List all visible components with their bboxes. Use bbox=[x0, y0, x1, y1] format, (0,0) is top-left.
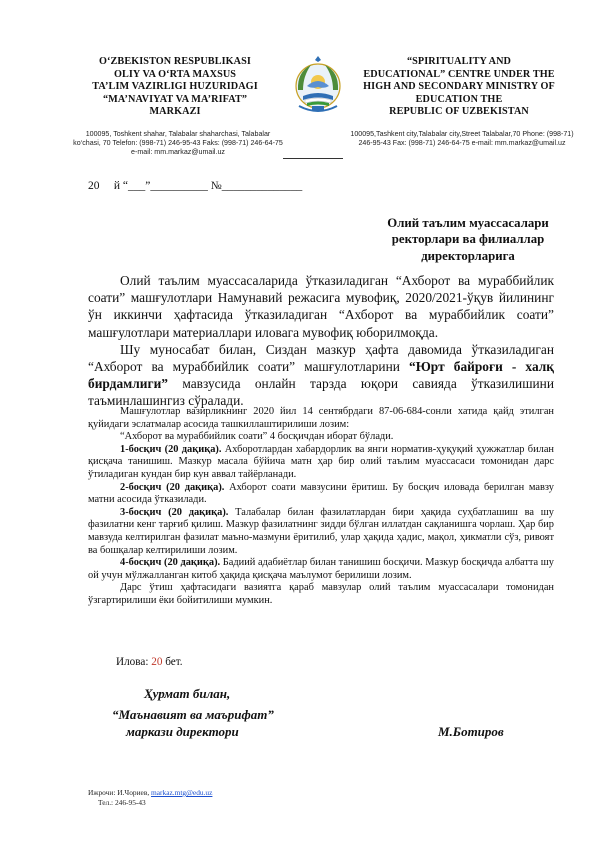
attachment-count: 20 bbox=[151, 656, 163, 668]
stage-4-title: 4-босқич (20 дақиқа). bbox=[120, 557, 221, 569]
stage-3 bbox=[88, 507, 554, 557]
header-right-address: 100095,Tashkent city,Talabalar city,Street Talabalar,70 Phone: (998-71) 246-95-43 Fax: (998-71) 246-64-75 e-mail: mm.markaz@umail.uz bbox=[350, 130, 574, 148]
signer-title-line1: “Маънавият ва маърифат” bbox=[112, 707, 274, 722]
letter-body-main bbox=[88, 272, 554, 410]
stage-1 bbox=[88, 444, 554, 482]
stage-1-text: Ахборотлардан хабардорлик ва янги норматив-ҳуқуқий ҳужжатлар билан қисқача танишиш. Мазкур масала бўйича матн ҳар бир олий таълим муассасаси томонидан дарс ўтиладиган кундан бир кун аввал тайёрланади. bbox=[88, 443, 554, 480]
attachment-unit: бет. bbox=[162, 656, 183, 668]
header-left-line: TA’LIM VAZIRLIGI HUZURIDAGI bbox=[92, 81, 258, 93]
header-right-line: REPUBLIC OF UZBEKISTAN bbox=[389, 106, 529, 118]
letter-body-details bbox=[88, 406, 554, 608]
paragraph-request bbox=[88, 341, 554, 410]
addressee-block bbox=[358, 215, 578, 264]
reference-line bbox=[88, 180, 302, 192]
header-right-line: “SPIRITUALITY AND bbox=[406, 56, 512, 67]
reference-year: 20 bbox=[88, 180, 100, 192]
addressee-line: Олий таълим муассасалари bbox=[387, 216, 549, 230]
executor-label: Ижрочи: И.Чориев, bbox=[88, 788, 152, 797]
attachment-label: Илова: bbox=[116, 656, 152, 668]
header-right-org bbox=[345, 56, 573, 119]
header-left-line: OLIY VA O‘RTA MAXSUS bbox=[113, 68, 237, 80]
stage-2-title: 2-босқич (20 дақиқа). bbox=[120, 481, 225, 493]
paragraph-notes: Машғулотлар вазирликнинг 2020 йил 14 сентябрдаги 87-06-684-сонли хатида қайд этилган қуйидаги эслатмалар асосида ташкиллаштирилиши лозим: bbox=[88, 406, 554, 430]
paragraph-stages: “Ахборот ва мураббийлик соати” 4 босқичдан иборат бўлади. bbox=[120, 431, 394, 443]
header-left-line: MARKAZI bbox=[149, 106, 201, 118]
closing-regards: Ҳурмат билан, bbox=[144, 686, 231, 701]
paragraph-intro: Олий таълим муассасаларида ўтказиладиган “Ахборот ва мураббийлик соати” машғулотлари Намунавий режасига мувофиқ, 2020/2021-ўқув йилининг ўн иккинчи ҳафтасида ўтказиладиган “Ахборот ва мураббийлик соати” машғулотлари материаллари иловага мувофиқ юборилмоқда. bbox=[88, 273, 554, 340]
executor-email-link[interactable]: markaz.mtg@edu.uz bbox=[151, 788, 213, 797]
header-left-org bbox=[66, 56, 284, 119]
topic-title: “Юрт байроғи - халқ бирдамлиги” bbox=[88, 359, 554, 392]
addressee-line: директорларига bbox=[421, 248, 515, 263]
paragraph-flexibility: Дарс ўтиш ҳафтасидаги вазиятга қараб мавзулар олий таълим муассасалари томонидан ўзгартирилиши ёки бойитилиши мумкин. bbox=[88, 582, 554, 606]
header-left-address: 100095, Toshkent shahar, Talabalar shaharchasi, Talabalar ko‘chasi, 70 Telefon: (998-71) 246-95-43 Faks: (998-71) 246-64-75 e-mail: mm.markaz@umail.uz bbox=[73, 130, 283, 157]
addressee-line: ректорлари ва филиаллар bbox=[391, 232, 545, 247]
executor-info bbox=[88, 788, 212, 807]
reference-text: й “___”__________ №______________ bbox=[113, 180, 303, 192]
stage-4-text: Бадиий адабиётлар билан танишиш босқичи. Мазкур босқичда албатта шу ой учун мўлжалланган китоб ҳақида қисқача маълумот берилиши лозим. bbox=[88, 557, 554, 581]
stage-4 bbox=[88, 557, 554, 582]
stage-3-title: 3-босқич (20 дақиқа). bbox=[120, 506, 229, 518]
header-right-line: EDUCATION THE bbox=[415, 93, 503, 105]
uzbekistan-state-emblem-icon bbox=[289, 56, 347, 118]
header-right-line: EDUCATIONAL” CENTRE UNDER THE bbox=[363, 68, 555, 80]
stage-1-title: 1-босқич (20 дақиқа). bbox=[120, 443, 222, 455]
attachment-note bbox=[116, 656, 183, 668]
executor-phone: Тел.: 246-95-43 bbox=[98, 797, 146, 807]
header-left-line: “MA’NAVIYAT VA MA’RIFAT” bbox=[102, 93, 248, 105]
header-left-line: O‘ZBEKISTON RESPUBLIKASI bbox=[99, 56, 251, 67]
signer-name: М.Ботиров bbox=[438, 724, 504, 739]
paragraph-request-text: мавзусида онлайн тарзда юқори савияда ўтказилишини таъминлашингиз сўралади. bbox=[88, 376, 554, 409]
signer-title-line2: маркази директори bbox=[126, 724, 239, 739]
paragraph-request-text: Шу муносабат билан, Сиздан мазкур ҳафта давомида ўтказиладиган “Ахборот ва мураббийлик соати” машғулотларини bbox=[88, 341, 554, 375]
stage-2 bbox=[88, 482, 554, 507]
stage-3-text: Талабалар билан фазилатлардан бири ҳақида суҳбатлашиш ва шу фазилатни кенг тарғиб қилиш. Мазкур фазилатнинг зидди бўлган иллатдан сақланишга чорлаш. Ҳар бир мавзуда келтирилган фазилат маъно-мазмуни ёритилиб, улар ҳақида ҳадис, мақол, ҳикматли сўз, ривоят ва бошқалар келтирилиши лозим. bbox=[88, 506, 554, 556]
header-divider bbox=[283, 158, 343, 159]
stage-2-text: Ахборот соати мавзусини ёритиш. Бу босқич иловада берилган мавзу матни асосида ўтказилади. bbox=[88, 481, 554, 506]
header-right-line: HIGH AND SECONDARY MINISTRY OF bbox=[363, 81, 555, 93]
